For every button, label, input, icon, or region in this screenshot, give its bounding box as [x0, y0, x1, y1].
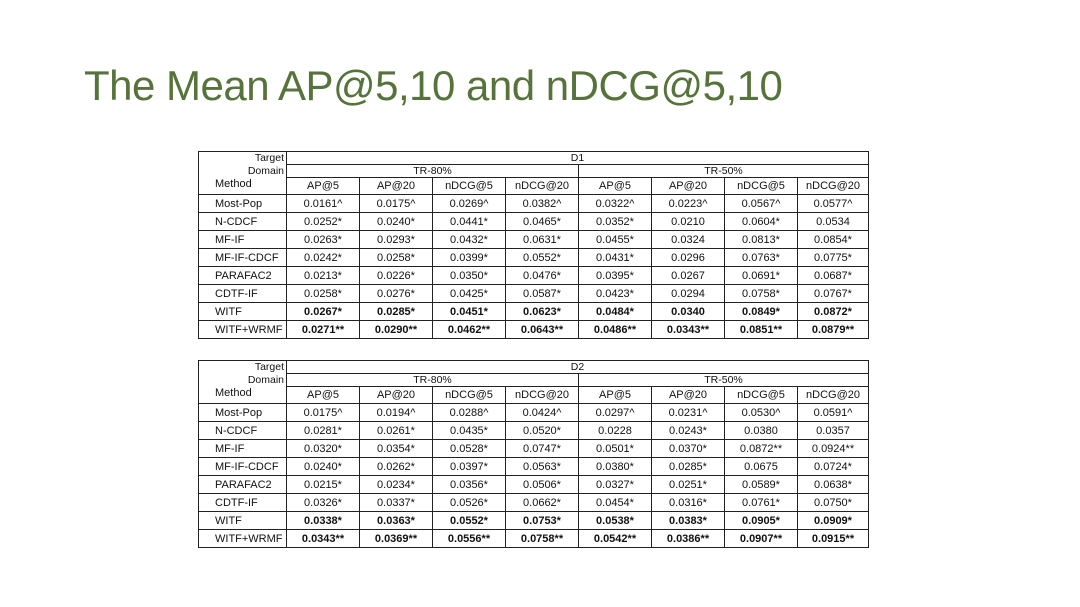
value-cell: 0.0161^ [287, 195, 360, 213]
value-cell: 0.0542** [579, 530, 652, 548]
method-cell: MF-IF [199, 231, 287, 249]
metric-header: AP@20 [360, 387, 433, 404]
metric-header: nDCG@20 [798, 387, 869, 404]
value-cell: 0.0194^ [360, 404, 433, 422]
value-cell: 0.0750* [798, 494, 869, 512]
value-cell: 0.0526* [433, 494, 506, 512]
slide-title: The Mean AP@5,10 and nDCG@5,10 [84, 62, 783, 109]
metric-header: AP@5 [287, 387, 360, 404]
metric-header: nDCG@20 [506, 178, 579, 195]
method-cell: Most-Pop [199, 404, 287, 422]
value-cell: 0.0638* [798, 476, 869, 494]
value-cell: 0.0589* [725, 476, 798, 494]
corner-label-target: Target [199, 361, 287, 374]
table-row [199, 494, 869, 512]
value-cell: 0.0476* [506, 267, 579, 285]
value-cell: 0.0538* [579, 512, 652, 530]
method-cell: WITF+WRMF [199, 321, 287, 339]
results-table-d2 [198, 360, 869, 548]
value-cell: 0.0431* [579, 249, 652, 267]
value-cell: 0.0294 [652, 285, 725, 303]
value-cell: 0.0425* [433, 285, 506, 303]
metric-header: AP@20 [652, 178, 725, 195]
value-cell: 0.0258* [360, 249, 433, 267]
results-table-d1 [198, 151, 869, 339]
value-cell: 0.0354* [360, 440, 433, 458]
value-cell: 0.0915** [798, 530, 869, 548]
value-cell: 0.0175^ [360, 195, 433, 213]
value-cell: 0.0662* [506, 494, 579, 512]
table-row [199, 231, 869, 249]
value-cell: 0.0263* [287, 231, 360, 249]
value-cell: 0.0363* [360, 512, 433, 530]
value-cell: 0.0451* [433, 303, 506, 321]
value-cell: 0.0383* [652, 512, 725, 530]
value-cell: 0.0907** [725, 530, 798, 548]
method-cell: PARAFAC2 [199, 267, 287, 285]
metric-header: AP@5 [579, 178, 652, 195]
value-cell: 0.0386** [652, 530, 725, 548]
value-cell: 0.0395* [579, 267, 652, 285]
value-cell: 0.0226* [360, 267, 433, 285]
table-row [199, 213, 869, 231]
value-cell: 0.0281* [287, 422, 360, 440]
value-cell: 0.0506* [506, 476, 579, 494]
value-cell: 0.0243* [652, 422, 725, 440]
corner-label-method: Method [199, 387, 287, 404]
value-cell: 0.0258* [287, 285, 360, 303]
value-cell: 0.0399* [433, 249, 506, 267]
value-cell: 0.0854* [798, 231, 869, 249]
value-cell: 0.0327* [579, 476, 652, 494]
value-cell: 0.0763* [725, 249, 798, 267]
value-cell: 0.0753* [506, 512, 579, 530]
header-row-metrics [199, 387, 869, 404]
value-cell: 0.0324 [652, 231, 725, 249]
metric-header: nDCG@5 [725, 178, 798, 195]
value-cell: 0.0775* [798, 249, 869, 267]
value-cell: 0.0240* [287, 458, 360, 476]
value-cell: 0.0563* [506, 458, 579, 476]
table-row [199, 267, 869, 285]
value-cell: 0.0223^ [652, 195, 725, 213]
value-cell: 0.0261* [360, 422, 433, 440]
table-row [199, 195, 869, 213]
metric-header: nDCG@5 [433, 387, 506, 404]
value-cell: 0.0631* [506, 231, 579, 249]
value-cell: 0.0340 [652, 303, 725, 321]
value-cell: 0.0567^ [725, 195, 798, 213]
metric-header: AP@20 [360, 178, 433, 195]
corner-label-target: Target [199, 152, 287, 165]
split-header: TR-80% [287, 165, 579, 178]
value-cell: 0.0285* [360, 303, 433, 321]
domain-header: D1 [287, 152, 869, 165]
method-cell: N-CDCF [199, 213, 287, 231]
value-cell: 0.0326* [287, 494, 360, 512]
value-cell: 0.0228 [579, 422, 652, 440]
method-cell: MF-IF-CDCF [199, 249, 287, 267]
corner-label-domain: Domain [199, 165, 287, 178]
value-cell: 0.0343** [652, 321, 725, 339]
table-row [199, 303, 869, 321]
value-cell: 0.0369** [360, 530, 433, 548]
method-cell: MF-IF-CDCF [199, 458, 287, 476]
value-cell: 0.0724* [798, 458, 869, 476]
value-cell: 0.0350* [433, 267, 506, 285]
table-row [199, 422, 869, 440]
value-cell: 0.0370* [652, 440, 725, 458]
table-row [199, 321, 869, 339]
metric-header: nDCG@5 [433, 178, 506, 195]
value-cell: 0.0297^ [579, 404, 652, 422]
metric-header: AP@20 [652, 387, 725, 404]
value-cell: 0.0175^ [287, 404, 360, 422]
value-cell: 0.0924** [798, 440, 869, 458]
method-cell: WITF [199, 303, 287, 321]
value-cell: 0.0231^ [652, 404, 725, 422]
value-cell: 0.0338* [287, 512, 360, 530]
value-cell: 0.0528* [433, 440, 506, 458]
value-cell: 0.0591^ [798, 404, 869, 422]
table-row [199, 440, 869, 458]
header-row-domain [199, 361, 869, 374]
value-cell: 0.0486** [579, 321, 652, 339]
value-cell: 0.0761* [725, 494, 798, 512]
value-cell: 0.0240* [360, 213, 433, 231]
value-cell: 0.0687* [798, 267, 869, 285]
value-cell: 0.0242* [287, 249, 360, 267]
value-cell: 0.0587* [506, 285, 579, 303]
value-cell: 0.0267* [287, 303, 360, 321]
value-cell: 0.0397* [433, 458, 506, 476]
value-cell: 0.0691* [725, 267, 798, 285]
value-cell: 0.0909* [798, 512, 869, 530]
value-cell: 0.0267 [652, 267, 725, 285]
value-cell: 0.0288^ [433, 404, 506, 422]
value-cell: 0.0290** [360, 321, 433, 339]
value-cell: 0.0252* [287, 213, 360, 231]
split-header: TR-50% [579, 165, 869, 178]
corner-label-domain: Domain [199, 374, 287, 387]
value-cell: 0.0872** [725, 440, 798, 458]
value-cell: 0.0441* [433, 213, 506, 231]
table-row [199, 530, 869, 548]
table-row [199, 512, 869, 530]
value-cell: 0.0213* [287, 267, 360, 285]
value-cell: 0.0758* [725, 285, 798, 303]
value-cell: 0.0357 [798, 422, 869, 440]
method-cell: N-CDCF [199, 422, 287, 440]
value-cell: 0.0269^ [433, 195, 506, 213]
value-cell: 0.0623* [506, 303, 579, 321]
value-cell: 0.0849* [725, 303, 798, 321]
value-cell: 0.0552* [433, 512, 506, 530]
value-cell: 0.0432* [433, 231, 506, 249]
split-header: TR-80% [287, 374, 579, 387]
value-cell: 0.0215* [287, 476, 360, 494]
table-row [199, 249, 869, 267]
value-cell: 0.0343** [287, 530, 360, 548]
value-cell: 0.0251* [652, 476, 725, 494]
value-cell: 0.0316* [652, 494, 725, 512]
value-cell: 0.0356* [433, 476, 506, 494]
value-cell: 0.0276* [360, 285, 433, 303]
metric-header: nDCG@20 [798, 178, 869, 195]
table-row [199, 404, 869, 422]
value-cell: 0.0337* [360, 494, 433, 512]
table-row [199, 476, 869, 494]
value-cell: 0.0905* [725, 512, 798, 530]
value-cell: 0.0813* [725, 231, 798, 249]
metric-header: nDCG@5 [725, 387, 798, 404]
value-cell: 0.0262* [360, 458, 433, 476]
method-cell: MF-IF [199, 440, 287, 458]
value-cell: 0.0879** [798, 321, 869, 339]
value-cell: 0.0675 [725, 458, 798, 476]
value-cell: 0.0320* [287, 440, 360, 458]
method-cell: CDTF-IF [199, 494, 287, 512]
split-header: TR-50% [579, 374, 869, 387]
value-cell: 0.0577^ [798, 195, 869, 213]
method-cell: Most-Pop [199, 195, 287, 213]
value-cell: 0.0210 [652, 213, 725, 231]
value-cell: 0.0382^ [506, 195, 579, 213]
value-cell: 0.0530^ [725, 404, 798, 422]
value-cell: 0.0234* [360, 476, 433, 494]
value-cell: 0.0484* [579, 303, 652, 321]
value-cell: 0.0285* [652, 458, 725, 476]
method-cell: WITF [199, 512, 287, 530]
value-cell: 0.0552* [506, 249, 579, 267]
header-row-split [199, 165, 869, 178]
value-cell: 0.0455* [579, 231, 652, 249]
value-cell: 0.0454* [579, 494, 652, 512]
corner-label-method: Method [199, 178, 287, 195]
value-cell: 0.0872* [798, 303, 869, 321]
value-cell: 0.0322^ [579, 195, 652, 213]
value-cell: 0.0556** [433, 530, 506, 548]
header-row-metrics [199, 178, 869, 195]
value-cell: 0.0293* [360, 231, 433, 249]
metric-header: nDCG@20 [506, 387, 579, 404]
value-cell: 0.0501* [579, 440, 652, 458]
value-cell: 0.0435* [433, 422, 506, 440]
header-row-split [199, 374, 869, 387]
value-cell: 0.0604* [725, 213, 798, 231]
value-cell: 0.0851** [725, 321, 798, 339]
value-cell: 0.0758** [506, 530, 579, 548]
metric-header: AP@5 [579, 387, 652, 404]
table-row [199, 458, 869, 476]
value-cell: 0.0352* [579, 213, 652, 231]
value-cell: 0.0520* [506, 422, 579, 440]
method-cell: PARAFAC2 [199, 476, 287, 494]
value-cell: 0.0462** [433, 321, 506, 339]
value-cell: 0.0380 [725, 422, 798, 440]
value-cell: 0.0423* [579, 285, 652, 303]
value-cell: 0.0465* [506, 213, 579, 231]
metric-header: AP@5 [287, 178, 360, 195]
value-cell: 0.0747* [506, 440, 579, 458]
value-cell: 0.0767* [798, 285, 869, 303]
value-cell: 0.0380* [579, 458, 652, 476]
table-row [199, 285, 869, 303]
value-cell: 0.0296 [652, 249, 725, 267]
value-cell: 0.0643** [506, 321, 579, 339]
value-cell: 0.0271** [287, 321, 360, 339]
value-cell: 0.0424^ [506, 404, 579, 422]
method-cell: CDTF-IF [199, 285, 287, 303]
method-cell: WITF+WRMF [199, 530, 287, 548]
domain-header: D2 [287, 361, 869, 374]
value-cell: 0.0534 [798, 213, 869, 231]
header-row-domain [199, 152, 869, 165]
